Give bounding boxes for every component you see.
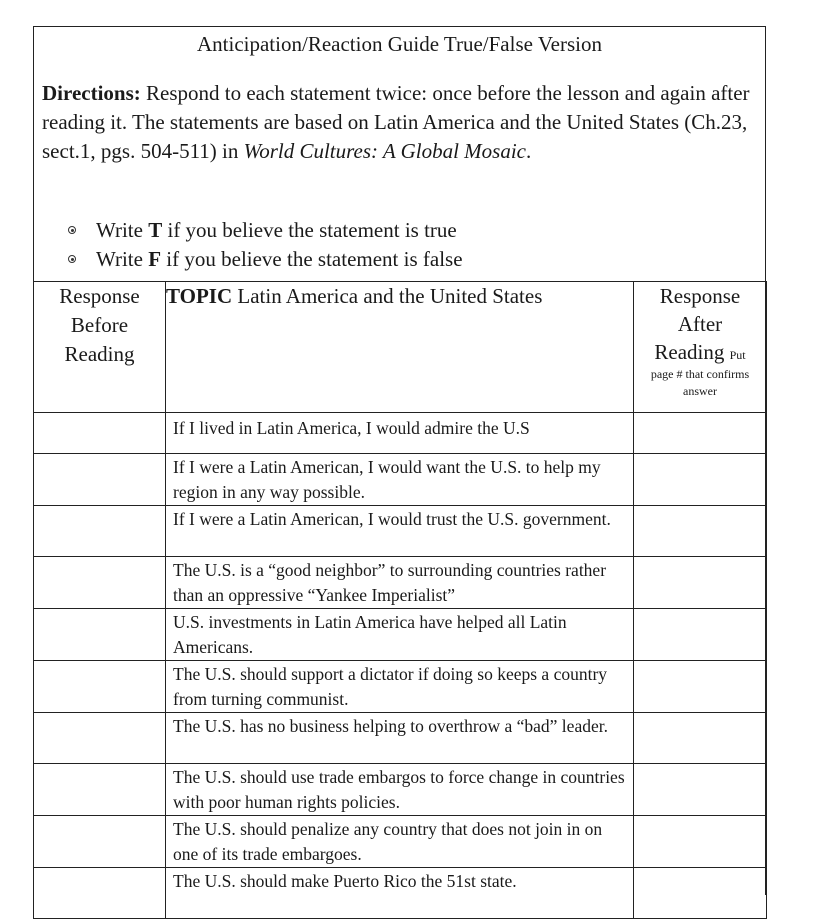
- table-row: [34, 764, 767, 816]
- topic-text: Latin America and the United States: [232, 284, 543, 308]
- directions-label: Directions:: [42, 81, 141, 105]
- instruction-letter: F: [148, 247, 162, 271]
- bullet-icon: [68, 255, 76, 263]
- worksheet: [33, 26, 766, 895]
- table-row: [34, 661, 767, 713]
- after-response-cell[interactable]: [634, 764, 767, 816]
- before-response-cell[interactable]: [34, 661, 166, 713]
- header-before-line: Reading: [64, 342, 135, 366]
- statement-cell: The U.S. has no business helping to overthrow a “bad” leader.: [166, 713, 634, 764]
- header-before-reading: [34, 282, 166, 413]
- header-before-line: Before: [70, 313, 129, 337]
- instruction-true: [68, 216, 748, 245]
- header-before-line: Response: [59, 284, 140, 308]
- instruction-false: [68, 245, 748, 274]
- table-row: [34, 713, 767, 764]
- after-response-cell[interactable]: [634, 609, 767, 661]
- intro-section: [34, 27, 765, 282]
- instruction-suffix: if you believe the statement is false: [161, 247, 463, 271]
- bullet-icon: [68, 226, 76, 234]
- header-after-word: Reading: [654, 340, 725, 364]
- table-row: [34, 506, 767, 557]
- table-row: [34, 816, 767, 868]
- after-response-cell[interactable]: [634, 713, 767, 764]
- after-response-cell[interactable]: [634, 816, 767, 868]
- header-after-line: Response: [659, 284, 741, 308]
- header-topic: [166, 282, 634, 413]
- guide-table: [33, 281, 767, 919]
- header-after-reading: [634, 282, 767, 413]
- statement-cell: The U.S. is a “good neighbor” to surrounding countries rather than an oppressive “Yankee Imperialist”: [166, 557, 634, 609]
- statement-cell: If I were a Latin American, I would trust the U.S. government.: [166, 506, 634, 557]
- statement-cell: The U.S. should use trade embargos to force change in countries with poor human rights policies.: [166, 764, 634, 816]
- page-title: Anticipation/Reaction Guide True/False Version: [197, 32, 602, 56]
- after-response-cell[interactable]: [634, 413, 767, 454]
- directions-text: Respond to each statement twice: once before the lesson and again after reading it. The statements are based on Latin America and the United States (Ch.23, sect.1, pgs. 504-511) in: [42, 81, 750, 163]
- instruction-letter: T: [148, 218, 163, 242]
- statement-cell: If I were a Latin American, I would want the U.S. to help my region in any way possible.: [166, 454, 634, 506]
- before-response-cell[interactable]: [34, 713, 166, 764]
- after-response-cell[interactable]: [634, 506, 767, 557]
- after-response-cell[interactable]: [634, 454, 767, 506]
- after-response-cell[interactable]: [634, 661, 767, 713]
- instruction-list: [68, 216, 748, 274]
- statement-cell: The U.S. should penalize any country that does not join in on one of its trade embargoes.: [166, 816, 634, 868]
- before-response-cell[interactable]: [34, 557, 166, 609]
- after-response-cell[interactable]: [634, 868, 767, 919]
- instruction-prefix: Write: [96, 247, 149, 271]
- header-after-line: [634, 338, 766, 366]
- table-row: [34, 868, 767, 919]
- before-response-cell[interactable]: [34, 868, 166, 919]
- before-response-cell[interactable]: [34, 816, 166, 868]
- instruction-prefix: Write: [96, 218, 149, 242]
- after-response-cell[interactable]: [634, 557, 767, 609]
- book-title: World Cultures: A Global Mosaic: [243, 139, 526, 163]
- before-response-cell[interactable]: [34, 609, 166, 661]
- before-response-cell[interactable]: [34, 413, 166, 454]
- before-response-cell[interactable]: [34, 764, 166, 816]
- topic-label: TOPIC: [166, 284, 233, 308]
- statement-cell: U.S. investments in Latin America have helped all Latin Americans.: [166, 609, 634, 661]
- before-response-cell[interactable]: [34, 506, 166, 557]
- before-response-cell[interactable]: [34, 454, 166, 506]
- statement-cell: The U.S. should make Puerto Rico the 51st state.: [166, 868, 634, 919]
- table-row: [34, 557, 767, 609]
- statement-cell: The U.S. should support a dictator if doing so keeps a country from turning communist.: [166, 661, 634, 713]
- header-after-note-rest: page # that confirms answer: [650, 367, 750, 398]
- table-row: [34, 609, 767, 661]
- instruction-suffix: if you believe the statement is true: [162, 218, 457, 242]
- directions-end: .: [525, 139, 532, 163]
- table-header-row: [34, 282, 767, 413]
- table-row: [34, 413, 767, 454]
- header-after-line: After: [677, 312, 723, 336]
- table-row: [34, 454, 767, 506]
- statement-cell: If I lived in Latin America, I would admire the U.S: [166, 413, 634, 454]
- header-after-note: Put: [729, 348, 746, 362]
- directions-paragraph: [42, 79, 757, 166]
